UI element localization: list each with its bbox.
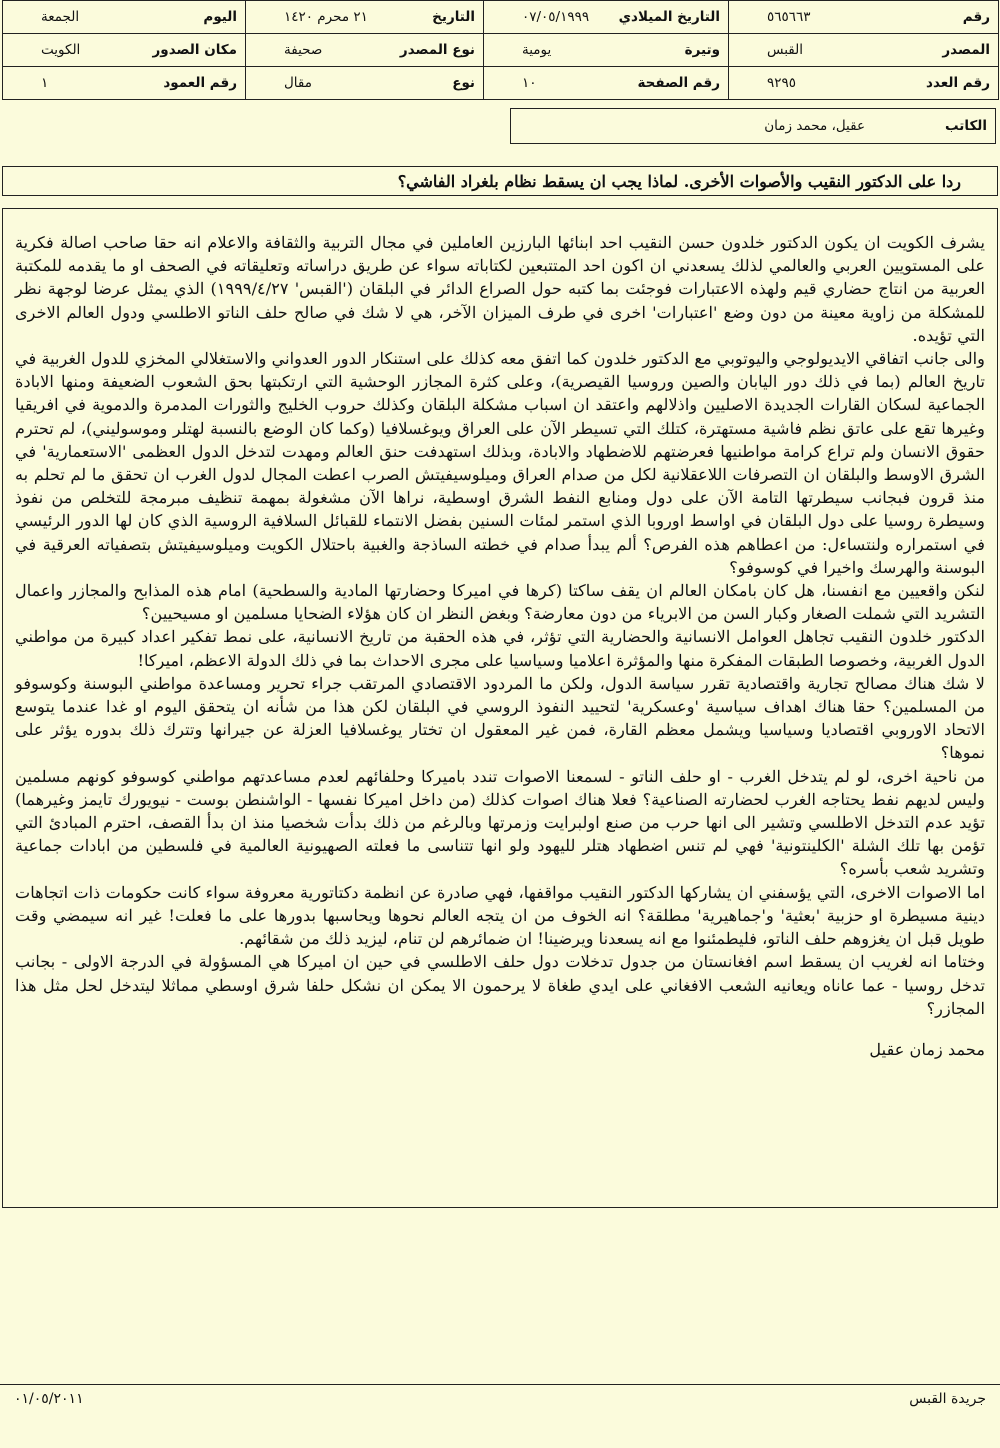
day-label: اليوم xyxy=(203,9,237,25)
place-cell xyxy=(3,34,246,67)
article-paragraph: يشرف الكويت ان يكون الدكتور خلدون حسن النقيب احد ابنائها البارزين العاملين في مجال التربية والثقافة والاعلام انه حقا صاحب اصالة فكرية على المستويين العربي والعالمي لذلك يسعدني ان اكون احد المتتبعين لكتاباته سواء عن طريق دراساته وتعليقاته في الصحف او ما يقدمه للمكتبة العربية من انتاج حضاري قيم ولهذه الاعتبارات فوجئت بما كتبه حول الصراع الدائر في البلقان ('القبس' ١٩٩٩/٤/٢٧) الذي يمثل عرضا لوجهة نظر للمشكلة من زاوية معينة من دون وضع 'اعتبارات' اخرى في طرف الميزان الآخر، هي لا شك في صالح حلف الناتو الاطلسي ودول العالم الاخرى التي تؤيده. xyxy=(15,233,985,345)
source-type-cell xyxy=(246,34,484,67)
article-paragraph: لنكن واقعيين مع انفسنا، هل كان بامكان العالم ان يقف ساكتا (كرها في اميركا وحضارتها المادية والسطحية) امام هذه المذابح والمجازر واعمال التشريد التي شملت الصغار وكبار السن من الابرياء من دون معارضة؟ وبغض النظر ان كان هؤلاء الضحايا مسلمين او مسيحيين؟ xyxy=(15,581,985,624)
hijri-date-cell xyxy=(246,1,484,34)
type-label: نوع xyxy=(452,75,475,91)
issue-label: رقم العدد xyxy=(926,75,990,91)
number-value: ٥٦٥٦٦٣ xyxy=(767,9,811,25)
number-cell xyxy=(729,1,999,34)
article-body xyxy=(2,208,998,1208)
source-label: المصدر xyxy=(942,42,990,58)
article-paragraph: اما الاصوات الاخرى، التي يؤسفني ان يشاركها الدكتور النقيب مواقفها، فهي صادرة عن انظمة دكتاتورية معروفة سواء كانت حكومات ذات اتجاهات دينية مسيطرة او حزبية 'بعثية' و'جماهيرية' مطلقة؟ انه الخوف من ان يتجه العالم نحوها ويحاسبها بدورها على ما فعلت! غير انه سيمضي وقت طويل قبل ان يغزوهم حلف الناتو، فليطمئنوا مع انه يسعدنا ويرضينا! ان ضمائرهم لن تنام، ليزيد ذلك من شقائهم. xyxy=(15,882,985,949)
metadata-row-1 xyxy=(3,1,999,34)
column-value: ١ xyxy=(41,75,49,91)
day-cell xyxy=(3,1,246,34)
source-type-label: نوع المصدر xyxy=(399,42,475,58)
source-cell xyxy=(729,34,999,67)
article-paragraph: لا شك هناك مصالح تجارية واقتصادية تقرر سياسة الدول، ولكن ما المردود الاقتصادي المرتقب جراء تحرير ومساعدة مواطني البوسنة وكوسوفو من المسلمين؟ حقا هناك اهداف سياسية 'وعسكرية' لتحييد النفوذ الروسي في البلقان لكن هذا من شأنه ان يتحقق اليوم او غدا عندما يتوسع الاتحاد الاوروبي اقتصاديا وسياسيا ويشمل معظم القارة، فمن غير المعقول ان تختار يوغسلافيا العزلة عن جيرانها وتترك ذلك بدوره يؤثر على نموها؟ xyxy=(15,673,985,763)
gregorian-date-value: ٠٧/٠٥/١٩٩٩ xyxy=(522,9,590,25)
source-value: القبس xyxy=(767,42,803,58)
footer-date: ٠١/٠٥/٢٠١١ xyxy=(14,1391,84,1407)
column-label: رقم العمود xyxy=(163,75,237,91)
article-title: ردا على الدكتور النقيب والأصوات الأخرى. لماذا يجب ان يسقط نظام بلغراد الفاشي؟ xyxy=(397,171,961,191)
type-cell xyxy=(246,67,484,100)
article-paragraph: وختاما انه لغريب ان يسقط اسم افغانستان من جدول تدخلات دول حلف الاطلسي في حين ان اميركا هي المسؤولة في الدرجة الاولى - بجانب تدخل روسيا - عما عاناه ويعانيه الشعب الافغاني على ايدي طغاة لا يرحمون الا يمكن ان نشكل حلفا شرق اوسطي مماثلا ليتدخل لحل مثل هذا المجازر؟ xyxy=(15,952,985,1018)
metadata-table xyxy=(2,0,999,100)
gregorian-date-label: التاريخ الميلادي xyxy=(618,9,720,25)
article-paragraph: الدكتور خلدون النقيب تجاهل العوامل الانسانية والحضارية التي تؤثر، في هذه الحقبة من تاريخ الانسانية، على نمط تفكير اعداد كبيرة من مواطني الدول الغربية، وخصوصا الطبقات المفكرة منها والمؤثرة اعلاميا وسياسيا على مجرى الاحداث بما في ذلك الدولة الاعظم، اميركا! xyxy=(15,627,985,670)
type-value: مقال xyxy=(284,75,312,91)
source-type-value: صحيفة xyxy=(284,42,323,58)
frequency-cell xyxy=(484,34,729,67)
day-value: الجمعة xyxy=(41,9,80,25)
metadata-row-3 xyxy=(3,67,999,100)
article-paragraph: من ناحية اخرى، لو لم يتدخل الغرب - او حلف الناتو - لسمعنا الاصوات تندد باميركا وحلفائهم لعدم مساعدتهم مواطني كوسوفو كونهم مسلمين وليس لديهم نفط يحتاجه الغرب لحضارته الصناعية؟ فعلا هناك اصوات كذلك (من داخل اميركا نفسها - الواشنطن بوست - نيويورك تايمز وغيرهما) تؤيد عدم التدخل الاطلسي وتشير الى انها حرب من صنع اولبرايت وزمرتها وبالرغم من ذلك بدأت شخصيا منذ ان بدأ القصف، احترم المبادئ التي تؤمن بها تلك الشلة 'الكلينتونية' فهي لم تنس اضطهاد هتلر لليهود ولو انها تتناسى ما فعلته الصهيونية العالمية في فلسطين من ابادات جماعية وتشريد شعب بأسره؟ xyxy=(15,766,985,879)
article-paragraph: والى جانب اتفاقي الايديولوجي واليوتوبي مع الدكتور خلدون كما اتفق معه كذلك على استنكار الدور العدواني والاستغلالي المخزي للدول الغربية في تاريخ العالم (بما في ذلك دور اليابان والصين وروسيا القيصرية)، وعلى كثرة المجازر الوحشية التي ارتكبتها بحق الشعوب الضعيفة ومنها الابادة الجماعية لسكان القارات الجديدة الاصليين واذلالهم واعتقد ان اسباب مشكلة البلقان وكذلك حروب الخليج والثورات المدمرة والدموية في افريقيا وغيرها تقع على عاتق نظم فاشية مستهترة، كتلك التي تسيطر الآن على العراق ويوغسلافيا (وكما كان الوضع بالنسبة لهتلر وموسوليني)، لم تحترم حقوق الانسان ولم تراع كرامة مواطنيها فعرضتهم للاضطهاد والابادة، وبذلك استهدفت حنق العالم ومهدت لتدخل الدول العظمى 'الاستعمارية' في الشرق الاوسط والبلقان ان التصرفات اللاعقلانية لكل من صدام العراق وميلوسيفيتش الصرب اعطت المجال لدول الغرب ان تحقق ما لم تحلم به منذ قرون فبجانب سيطرتها التامة الآن على دول ومنابع النفط الشرق اوسطية، نراها الآن مشغولة بمهمة تنظيف مبرمجة للتخلص من نفوذ وسيطرة روسيا على دول البلقان في اواسط اوروبا الذي استمر لمئات السنين بفضل الانتماء للقبائل السلافية الروسية الذي كان لها الدور الرئيسي في استمراره ولنتساءل: من اعطاهم هذه الفرص؟ ألم يبدأ صدام في خطته الساذجة والغبية باحتلال الكويت وميلوسيفيتش بتصفياته العرقية في البوسنة والهرسك واخيرا في كوسوفو؟ xyxy=(15,349,985,577)
frequency-value: يومية xyxy=(522,42,552,58)
metadata-row-2 xyxy=(3,34,999,67)
gregorian-date-cell xyxy=(484,1,729,34)
writer-value: عقيل، محمد زمان xyxy=(764,118,866,134)
hijri-date-label: التاريخ xyxy=(432,9,475,25)
place-label: مكان الصدور xyxy=(152,42,237,58)
number-label: رقم xyxy=(962,9,990,25)
issue-value: ٩٢٩٥ xyxy=(767,75,797,91)
place-value: الكويت xyxy=(41,42,81,58)
page-footer xyxy=(0,1384,1000,1414)
page-number-label: رقم الصفحة xyxy=(637,75,720,91)
writer-box xyxy=(510,108,996,144)
page-number-cell xyxy=(484,67,729,100)
page-number-value: ١٠ xyxy=(522,75,537,91)
article-signature: محمد زمان عقيل xyxy=(869,1039,985,1059)
issue-cell xyxy=(729,67,999,100)
writer-label: الكاتب xyxy=(945,118,987,134)
footer-source: جريدة القبس xyxy=(909,1391,986,1407)
article-title-box xyxy=(2,166,998,196)
frequency-label: وتيرة xyxy=(684,42,720,58)
hijri-date-value: ٢١ محرم ١٤٢٠ xyxy=(284,9,368,25)
column-cell xyxy=(3,67,246,100)
